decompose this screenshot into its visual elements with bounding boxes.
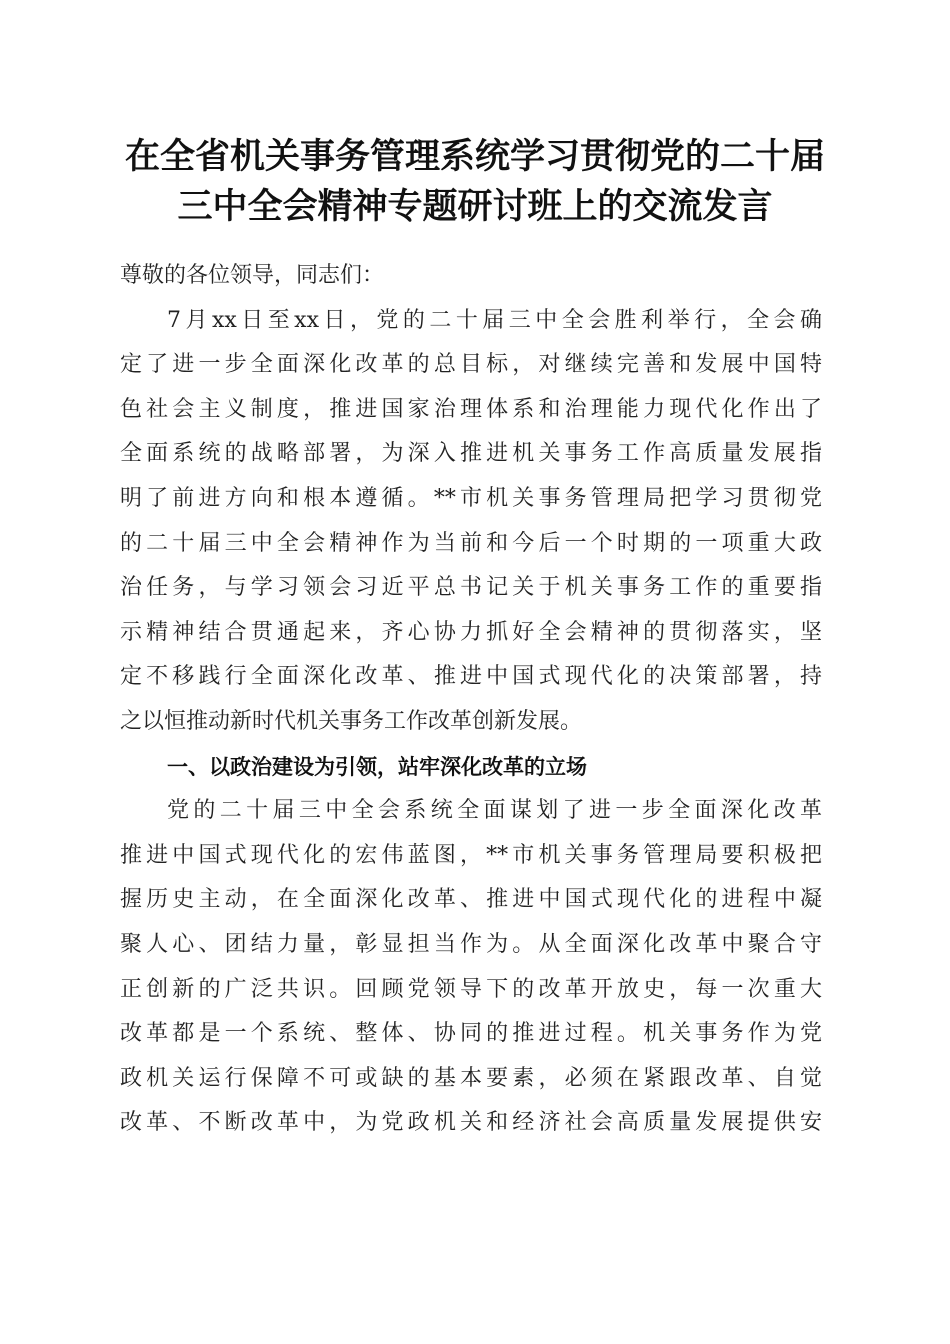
paragraph-line: 7月xx日至xx日，党的二十届三中全会胜利举行，全会确 <box>167 307 822 333</box>
paragraph-2 <box>120 789 822 1146</box>
paragraph-line: 党的二十届三中全会系统全面谋划了进一步全面深化改革 <box>167 798 822 824</box>
paragraph-line: 改革、不断改革中，为党政机关和经济社会高质量发展提供安 <box>120 1110 822 1136</box>
section-heading-1: 一、以政治建设为引领，站牢深化改革的立场 <box>167 754 587 779</box>
paragraph-line: 全面系统的战略部署，为深入推进机关事务工作高质量发展指 <box>120 441 822 467</box>
greeting: 尊敬的各位领导，同志们： <box>120 263 385 288</box>
paragraph-line: 之以恒推动新时代机关事务工作改革创新发展。 <box>120 708 583 734</box>
paragraph-line: 政机关运行保障不可或缺的基本要素，必须在紧跟改革、自觉 <box>120 1065 822 1091</box>
paragraph-line: 定了进一步全面深化改革的总目标，对继续完善和发展中国特 <box>120 352 822 378</box>
paragraph-line: 正创新的广泛共识。回顾党领导下的改革开放史，每一次重大 <box>120 976 822 1002</box>
document-title <box>100 132 850 232</box>
document-body <box>120 254 822 1146</box>
paragraph-line: 推进中国式现代化的宏伟蓝图，**市机关事务管理局要积极把 <box>120 842 822 868</box>
paragraph-line: 示精神结合贯通起来，齐心协力抓好全会精神的贯彻落实，坚 <box>120 619 822 645</box>
paragraph-line: 改革都是一个系统、整体、协同的推进过程。机关事务作为党 <box>120 1021 822 1047</box>
paragraph-line: 明了前进方向和根本遵循。**市机关事务管理局把学习贯彻党 <box>120 485 822 511</box>
paragraph-line: 定不移践行全面深化改革、推进中国式现代化的决策部署，持 <box>120 664 822 690</box>
paragraph-line: 聚人心、团结力量，彰显担当作为。从全面深化改革中聚合守 <box>120 931 822 957</box>
paragraph-1 <box>120 299 822 745</box>
paragraph-line: 的二十届三中全会精神作为当前和今后一个时期的一项重大政 <box>120 530 822 556</box>
paragraph-line: 色社会主义制度，推进国家治理体系和治理能力现代化作出了 <box>120 396 822 422</box>
title-line-2: 三中全会精神专题研讨班上的交流发言 <box>177 186 773 227</box>
paragraph-line: 治任务，与学习领会习近平总书记关于机关事务工作的重要指 <box>120 575 822 601</box>
paragraph-line: 握历史主动，在全面深化改革、推进中国式现代化的进程中凝 <box>120 887 822 913</box>
title-line-1: 在全省机关事务管理系统学习贯彻党的二十届 <box>124 136 825 177</box>
